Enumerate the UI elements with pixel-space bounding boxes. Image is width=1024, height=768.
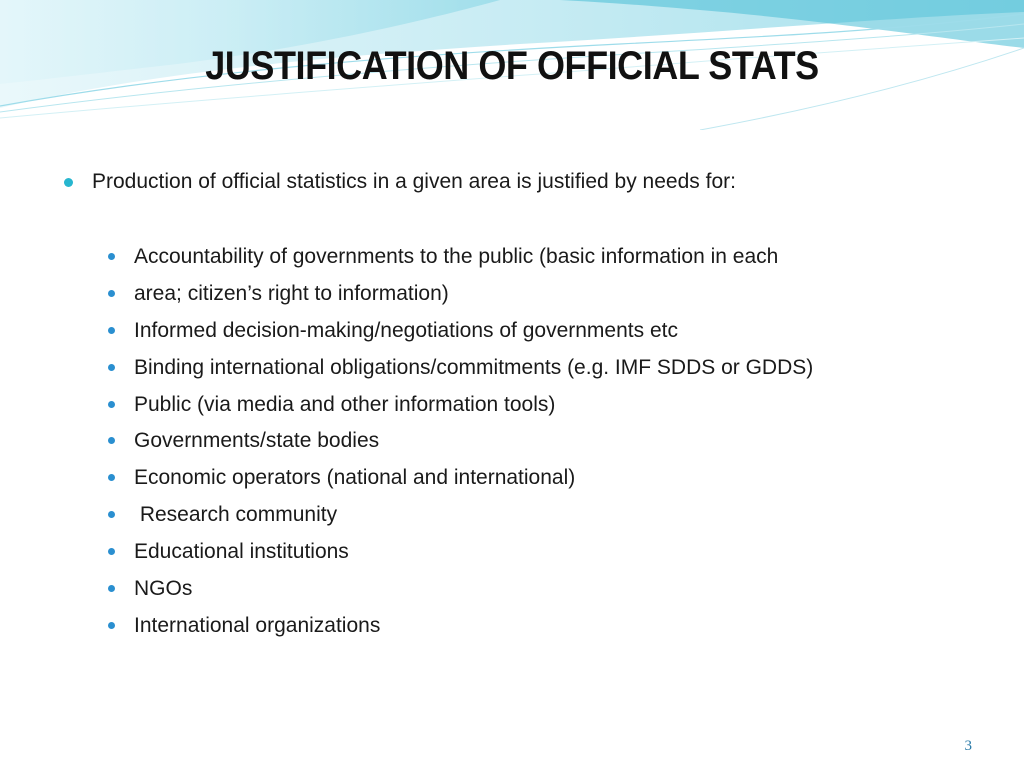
bullet-icon <box>108 290 115 297</box>
bullet-icon <box>108 327 115 334</box>
list-item-text: Binding international obligations/commitments (e.g. IMF SDDS or GDDS) <box>134 355 814 379</box>
slide-title: JUSTIFICATION OF OFFICIAL STATS <box>205 44 819 88</box>
list-item-text: area; citizen’s right to information) <box>134 281 449 305</box>
intro-text: Production of official statistics in a given area is justified by needs for: <box>92 170 736 193</box>
list-item-text: NGOs <box>134 577 193 601</box>
bullet-icon <box>108 437 115 444</box>
list-item-text: Research community <box>134 503 338 527</box>
list-item-text: International organizations <box>134 613 381 637</box>
bullet-icon <box>108 548 115 555</box>
bullet-icon <box>108 622 115 629</box>
bullet-icon <box>108 401 115 408</box>
list-item-text: Economic operators (national and international) <box>134 466 576 490</box>
bullet-icon <box>108 364 115 371</box>
bullet-icon <box>64 178 73 187</box>
bullet-icon <box>108 585 115 592</box>
bullet-icon <box>108 474 115 481</box>
page-number: 3 <box>964 738 972 754</box>
bullet-icon <box>108 511 115 518</box>
list-item-text: Educational institutions <box>134 540 349 564</box>
bullet-icon <box>108 253 115 260</box>
list-item-text: Accountability of governments to the public (basic information in each <box>134 245 779 268</box>
list-item-text: Governments/state bodies <box>134 429 380 453</box>
list-item-text: Public (via media and other information tools) <box>134 392 556 416</box>
list-item-text: Informed decision-making/negotiations of governments etc <box>134 318 678 342</box>
